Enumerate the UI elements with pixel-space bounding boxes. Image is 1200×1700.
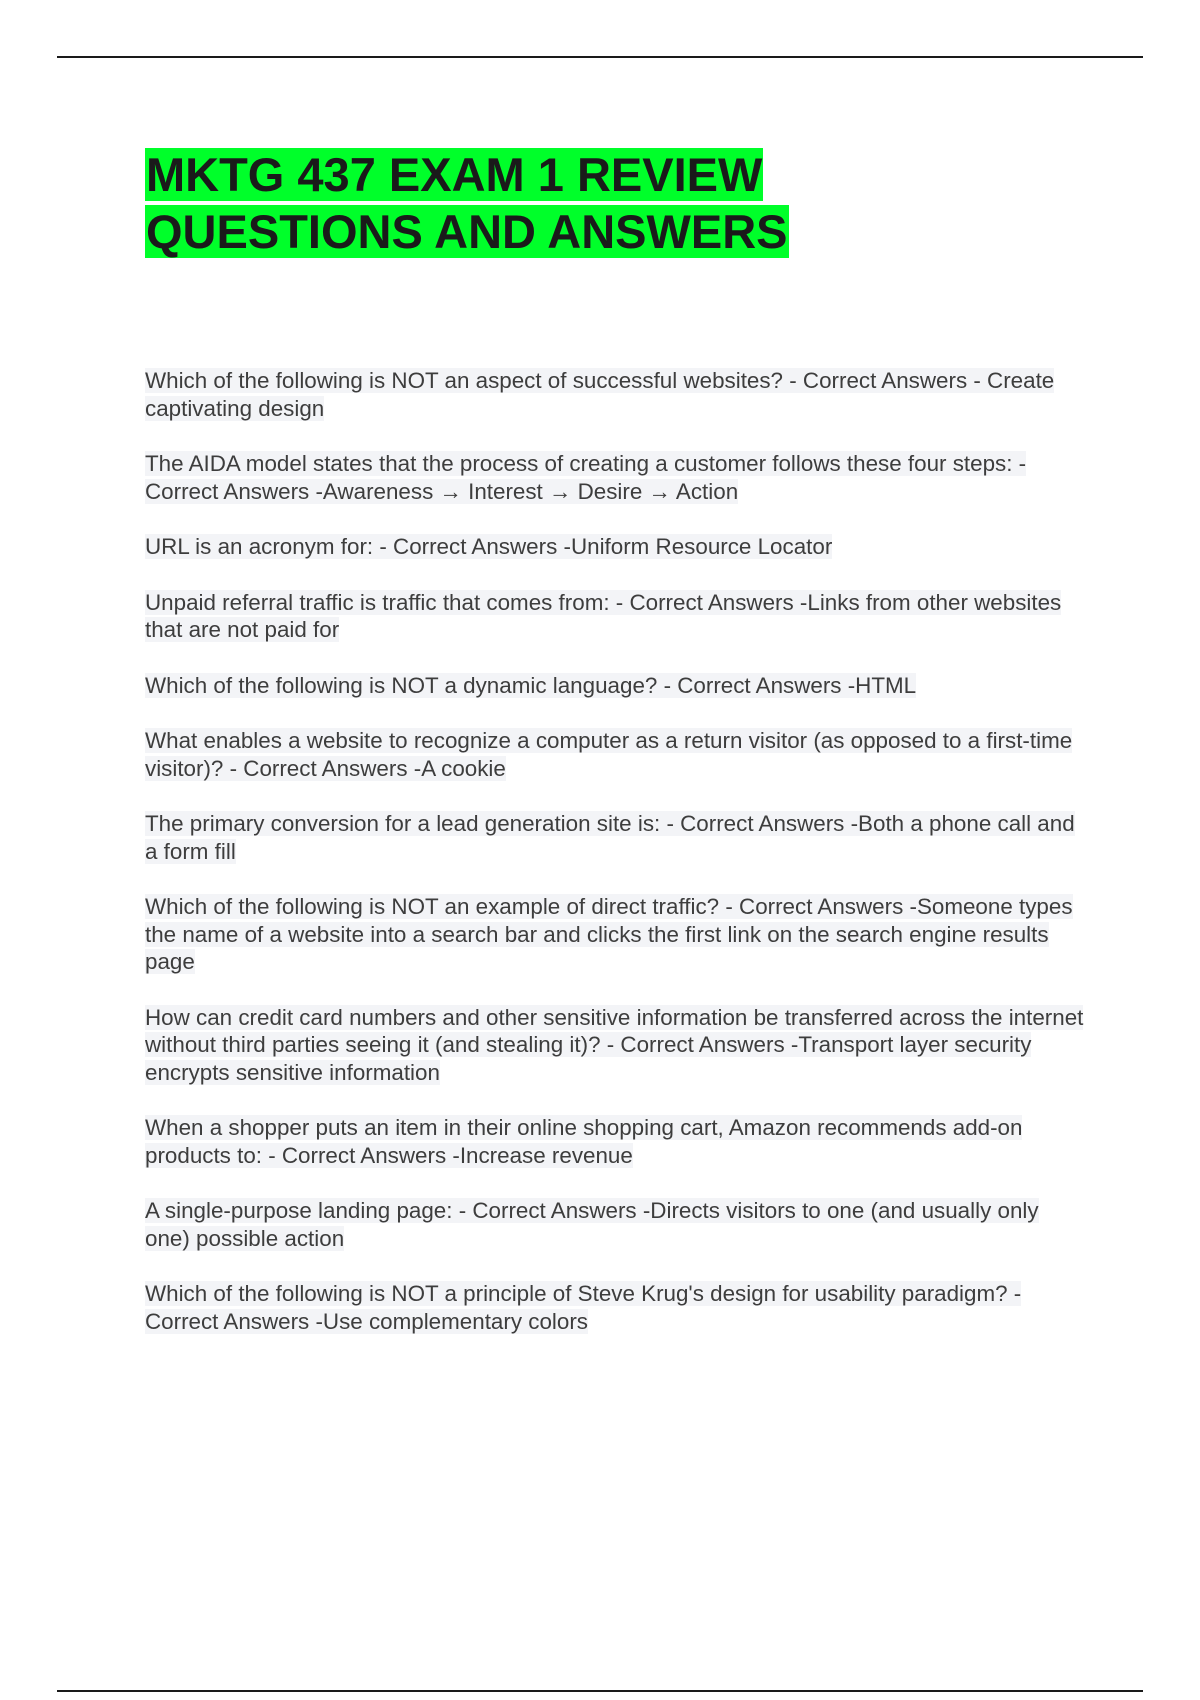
qa-item: Which of the following is NOT a dynamic language? - Correct Answers -HTML: [145, 672, 917, 698]
title-line: MKTG 437 EXAM 1 REVIEW: [146, 148, 763, 201]
qa-item: Which of the following is NOT an aspect of successful websites? - Correct Answers - Create captivating design: [145, 368, 1055, 421]
qa-item: A single-purpose landing page: - Correct Answers -Directs visitors to one (and usually only one) possible action: [145, 1198, 1039, 1251]
bottom-rule: [57, 1690, 1143, 1692]
qa-item: What enables a website to recognize a computer as a return visitor (as opposed to a first-time visitor)? - Correct Answers -A cookie: [145, 728, 1073, 781]
title-line: QUESTIONS AND ANSWERS: [146, 205, 788, 258]
qa-item: The AIDA model states that the process of creating a customer follows these four steps: - Correct Answers -Awareness → Interest → Desire → Action: [145, 451, 1027, 504]
top-rule: [57, 56, 1143, 58]
qa-item: How can credit card numbers and other sensitive information be transferred across the internet without third parties seeing it (and stealing it)? - Correct Answers -Transport layer security encrypts sensitive information: [145, 1004, 1084, 1085]
qa-item: The primary conversion for a lead generation site is: - Correct Answers -Both a phone call and a form fill: [145, 811, 1075, 864]
qa-item: URL is an acronym for: - Correct Answers -Uniform Resource Locator: [145, 534, 833, 559]
qa-item: Unpaid referral traffic is traffic that comes from: - Correct Answers -Links from other websites that are not paid for: [145, 589, 1062, 642]
document-body: [145, 146, 1085, 1363]
qa-item: Which of the following is NOT a principle of Steve Krug's design for usability paradigm? - Correct Answers -Use complementary colors: [145, 1281, 1022, 1334]
document-title: [145, 146, 1085, 260]
qa-item: When a shopper puts an item in their online shopping cart, Amazon recommends add-on products to: - Correct Answers -Increase revenue: [145, 1115, 1023, 1168]
qa-item: Which of the following is NOT an example of direct traffic? - Correct Answers -Someone types the name of a website into a search bar and clicks the first link on the search engine results page: [145, 894, 1073, 974]
qa-list: [145, 367, 1085, 1335]
